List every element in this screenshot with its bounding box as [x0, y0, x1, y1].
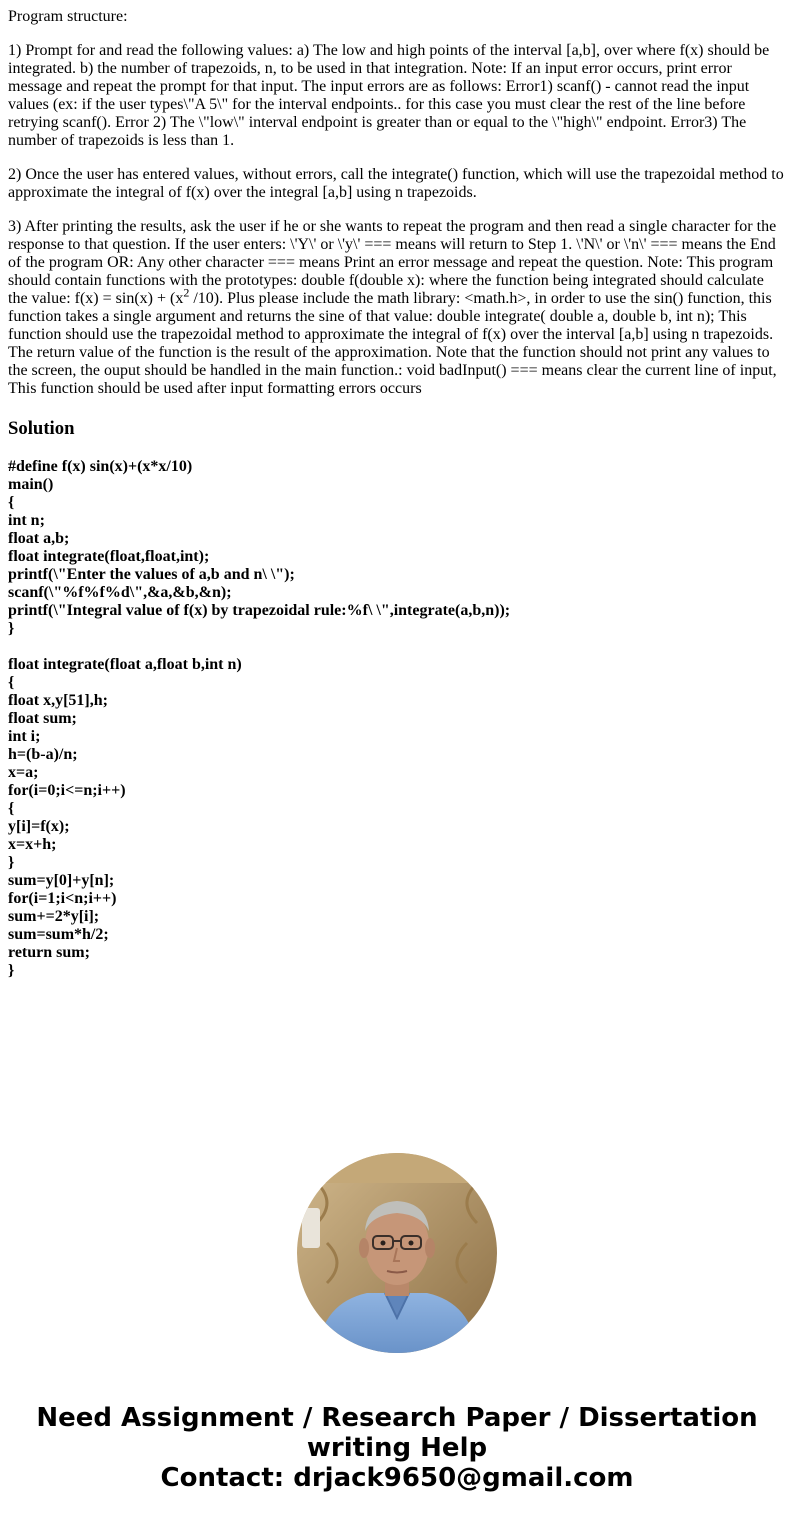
code-line: } — [8, 620, 15, 637]
code-line: printf(\"Integral value of f(x) by trapezoidal rule:%f\ \",integrate(a,b,n)); — [8, 602, 511, 619]
banner-line-2: writing Help — [306, 1433, 488, 1463]
code-line: x=a; — [8, 764, 39, 781]
code-line: main() — [8, 476, 54, 493]
exponent-superscript: 2 — [183, 285, 190, 300]
code-line: float x,y[51],h; — [8, 692, 108, 709]
code-line: for(i=0;i<=n;i++) — [8, 782, 126, 799]
contact-banner — [0, 1403, 794, 1493]
code-line: { — [8, 494, 15, 511]
code-line: float integrate(float a,float b,int n) — [8, 656, 242, 673]
code-line: float sum; — [8, 710, 77, 727]
code-line: int n; — [8, 512, 45, 529]
code-line — [8, 638, 786, 656]
code-line: sum=sum*h/2; — [8, 926, 109, 943]
step-3-paragraph — [8, 218, 786, 398]
code-line: } — [8, 854, 15, 871]
code-line: float integrate(float,float,int); — [8, 548, 210, 565]
step-1-paragraph: 1) Prompt for and read the following values: a) The low and high points of the interval [a,b], over where f(x) should be integrated. b) the number of trapezoids, n, to be used in that integration. Note: If an input error occurs, print error message and repeat the prompt for that input. The input errors are as follows: Error1) scanf() - cannot read the input values (ex: if the user types\"A 5\" for the interval endpoints.. for this case you must clear the rest of the line before retrying scanf(). Error 2) The \"low\" interval endpoint is greater than or equal to the \"high\" endpoint. Error3) The number of trapezoids is less than 1. — [8, 42, 770, 149]
code-line: sum+=2*y[i]; — [8, 908, 100, 925]
code-line: } — [8, 962, 15, 979]
code-line: y[i]=f(x); — [8, 818, 70, 835]
code-line: return sum; — [8, 944, 90, 961]
code-line: x=x+h; — [8, 836, 57, 853]
step-2-paragraph: 2) Once the user has entered values, without errors, call the integrate() function, which will use the trapezoidal method to approximate the integral of f(x) over the integral [a,b] using n trapezoids. — [8, 166, 784, 201]
code-line: { — [8, 800, 15, 817]
code-line: { — [8, 674, 15, 691]
document-body — [8, 0, 786, 980]
author-photo-illustration — [297, 1153, 497, 1353]
code-line: scanf(\"%f%f%d\",&a,&b,&n); — [8, 584, 232, 601]
solution-heading: Solution — [8, 418, 75, 439]
author-avatar — [297, 1153, 497, 1353]
code-line: float a,b; — [8, 530, 70, 547]
code-line: sum=y[0]+y[n]; — [8, 872, 115, 889]
step-3-text-part1: 3) After printing the results, ask the user if he or she wants to repeat the program and then read a single character for the response to that question. If the user enters: \'Y\' or \'y\' === means will return to Step 1. \'N\' or \'n\' === means the End of the program OR: Any other character === means Print an error message and repeat the question. Note: This program should contain functions with the prototypes: double f(double x): where the function being integrated should calculate the value: f(x) = sin(x) + (x — [8, 218, 777, 307]
intro-text: Program structure: — [8, 8, 128, 25]
code-line: for(i=1;i<n;i++) — [8, 890, 117, 907]
contact-email: Contact: drjack9650@gmail.com — [160, 1463, 634, 1493]
code-line: #define f(x) sin(x)+(x*x/10) — [8, 458, 193, 475]
code-line: h=(b-a)/n; — [8, 746, 78, 763]
code-line: int i; — [8, 728, 41, 745]
code-line: printf(\"Enter the values of a,b and n\ \"); — [8, 566, 295, 583]
banner-line-1: Need Assignment / Research Paper / Dissertation — [36, 1403, 758, 1433]
solution-code-block — [8, 458, 786, 980]
step-3-text-part2: /10). Plus please include the math library: <math.h>, in order to use the sin() function, this function takes a single argument and returns the sine of that value: double integrate( double a, double b, int n); This function should use the trapezoidal method to approximate the integral of f(x) over the interval [a,b] using n trapezoids. The return value of the function is the result of the approximation. Note that the function should not print any values to the screen, the ouput should be handled in the main function.: void badInput() === means clear the current line of input, This function should be used after input formatting errors occurs — [8, 290, 777, 397]
